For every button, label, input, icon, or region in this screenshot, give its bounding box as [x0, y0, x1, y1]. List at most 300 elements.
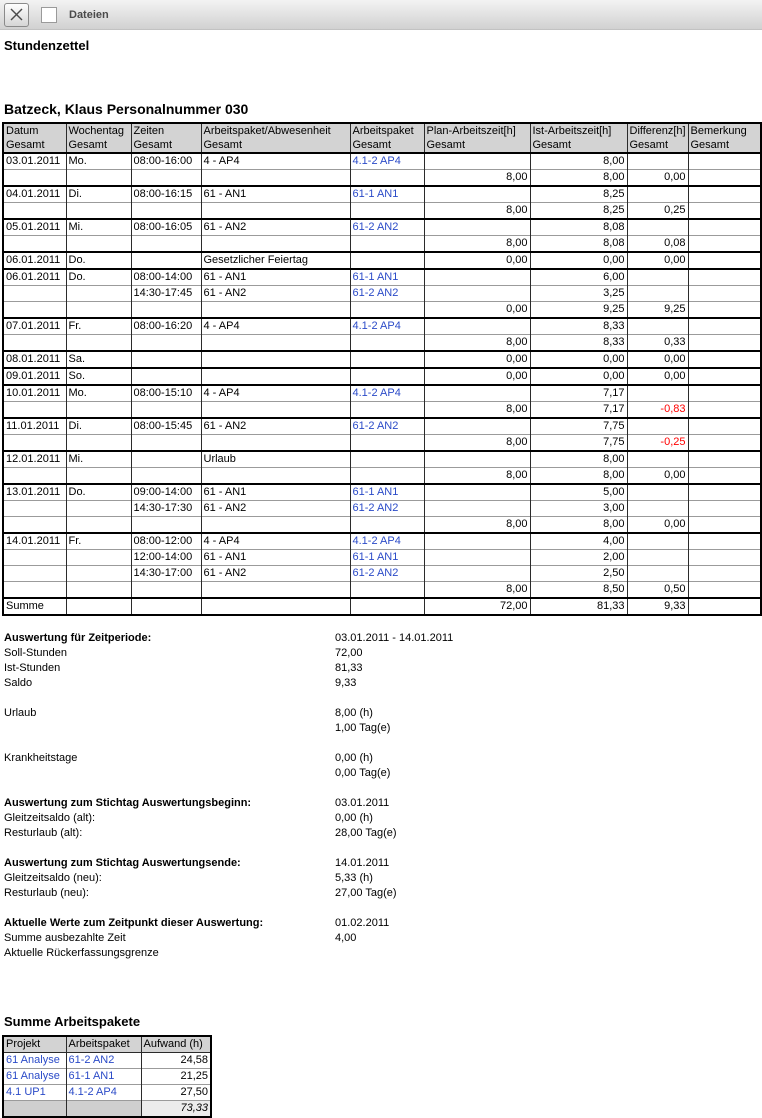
cell-wochentag: Do.: [66, 269, 131, 286]
table-row: [3, 385, 761, 402]
arbeitspaket-link[interactable]: 61-2 AN2: [68, 1054, 115, 1066]
cell-bemerkung: [688, 517, 761, 534]
cell-ist: 7,75: [530, 418, 627, 435]
cell-arbeitspaket: [350, 418, 424, 435]
summary-value: 28,00 Tag(e): [335, 827, 397, 839]
cell-abwesenheit: [201, 302, 350, 319]
table-row: [3, 533, 761, 550]
cell-differenz: 0,25: [627, 203, 688, 220]
cell-wochentag: [66, 501, 131, 517]
column-header-differenz-h-: [627, 123, 688, 153]
column-sublabel: Gesamt: [6, 139, 45, 151]
cell-datum: 06.01.2011: [3, 252, 66, 269]
cell-plan: [424, 219, 530, 236]
summary-line: [4, 646, 762, 661]
cell-differenz: [627, 501, 688, 517]
cell-differenz: [627, 451, 688, 468]
column-sublabel: Gesamt: [203, 139, 243, 151]
pkg-column-header-projekt: Projekt: [3, 1036, 66, 1053]
table-row: [3, 186, 761, 203]
cell-zeiten: 12:00-14:00: [131, 550, 201, 566]
summary-label: Gleitzeitsaldo (alt):: [4, 812, 96, 824]
cell-wochentag: [66, 468, 131, 485]
summary-value: 5,33 (h): [335, 872, 373, 884]
table-row: [3, 451, 761, 468]
cell-differenz: 9,25: [627, 302, 688, 319]
cell-abwesenheit: [201, 236, 350, 253]
summary-group: [4, 856, 762, 901]
package-row: [3, 1085, 211, 1101]
cell-plan: [424, 451, 530, 468]
cell-datum: 12.01.2011: [3, 451, 66, 468]
cell-arbeitspaket: [350, 368, 424, 385]
cell-aufwand-total: 73,33: [141, 1101, 211, 1118]
summary-line: [4, 856, 762, 871]
summary-group: [4, 751, 762, 781]
cell-zeiten: [131, 582, 201, 599]
arbeitspaket-link[interactable]: 4.1-2 AP4: [352, 535, 401, 547]
cell-arbeitspaket: [350, 484, 424, 501]
summary-line: [4, 631, 762, 646]
summary-line: [4, 721, 762, 736]
cell-ist: 8,08: [530, 236, 627, 253]
cell-zeiten: [131, 335, 201, 352]
cell-wochentag: Mo.: [66, 153, 131, 170]
cell-datum: 14.01.2011: [3, 533, 66, 550]
cell-wochentag: Mo.: [66, 385, 131, 402]
cell-zeiten: [131, 517, 201, 534]
table-row: [3, 550, 761, 566]
close-button[interactable]: [4, 3, 29, 27]
cell-wochentag: [66, 170, 131, 187]
summary-value: 1,00 Tag(e): [335, 722, 391, 734]
projekt-link[interactable]: 61 Analyse: [6, 1054, 60, 1066]
cell-wochentag: [66, 550, 131, 566]
cell-differenz: [627, 418, 688, 435]
cell-arbeitspaket: [350, 517, 424, 534]
arbeitspaket-link[interactable]: 4.1-2 AP4: [352, 155, 401, 167]
summary-value: 01.02.2011: [335, 917, 390, 929]
cell-abwesenheit: 4 - AP4: [201, 153, 350, 170]
cell-plan: [424, 550, 530, 566]
arbeitspaket-link[interactable]: 61-1 AN1: [352, 486, 399, 498]
packages-heading: Summe Arbeitspakete: [4, 1014, 141, 1029]
cell-zeiten: [131, 302, 201, 319]
table-row: [3, 435, 761, 452]
table-row: [3, 418, 761, 435]
cell-bemerkung: [688, 368, 761, 385]
cell-datum: [3, 286, 66, 302]
summary-value: 27,00 Tag(e): [335, 887, 397, 899]
column-header-plan-arbeitszeit-h-: [424, 123, 530, 153]
summary-value: 14.01.2011: [335, 857, 390, 869]
summary-group: [4, 706, 762, 736]
cell-datum: [3, 501, 66, 517]
cell-arbeitspaket: [350, 219, 424, 236]
summary-value: 03.01.2011 - 14.01.2011: [335, 632, 454, 644]
column-header-arbeitspaket: [350, 123, 424, 153]
cell-plan: 8,00: [424, 402, 530, 419]
cell-datum: [3, 582, 66, 599]
cell-wochentag: Fr.: [66, 533, 131, 550]
column-header-bemerkung: [688, 123, 761, 153]
cell-arbeitspaket: [350, 582, 424, 599]
cell-ist: 0,00: [530, 351, 627, 368]
table-row: [3, 286, 761, 302]
cell-wochentag: [66, 517, 131, 534]
cell-differenz: [627, 484, 688, 501]
cell-abwesenheit: 61 - AN2: [201, 286, 350, 302]
cell-ist: 8,00: [530, 170, 627, 187]
summary-label: Krankheitstage: [4, 752, 78, 764]
cell-zeiten: [131, 368, 201, 385]
package-row: [3, 1069, 211, 1085]
cell-ist: 8,33: [530, 335, 627, 352]
summary-label: Saldo: [4, 677, 33, 689]
cell-zeiten: 14:30-17:30: [131, 501, 201, 517]
cell-arbeitspaket: [350, 236, 424, 253]
cell-plan: 0,00: [424, 252, 530, 269]
cell-plan: [424, 501, 530, 517]
cell-bemerkung: [688, 170, 761, 187]
cell-bemerkung: [688, 203, 761, 220]
cell-abwesenheit: 61 - AN2: [201, 418, 350, 435]
table-row: [3, 402, 761, 419]
cell-zeiten: 08:00-15:10: [131, 385, 201, 402]
cell-plan: 8,00: [424, 203, 530, 220]
cell-zeiten: 08:00-16:05: [131, 219, 201, 236]
cell-abwesenheit: [201, 203, 350, 220]
cell-plan: [424, 318, 530, 335]
arbeitspaket-link[interactable]: 61-1 AN1: [68, 1070, 115, 1082]
cell-aufwand: 27,50: [141, 1085, 211, 1101]
timesheet-header-row: [3, 123, 761, 153]
cell-zeiten: [131, 236, 201, 253]
cell-datum: Summe: [3, 598, 66, 615]
cell-bemerkung: [688, 402, 761, 419]
cell-bemerkung: [688, 351, 761, 368]
cell-bemerkung: [688, 533, 761, 550]
summary-line: [4, 676, 762, 691]
cell-ist: 8,00: [530, 517, 627, 534]
table-row: [3, 335, 761, 352]
cell-datum: [3, 203, 66, 220]
pkg-column-header-arbeitspaket: Arbeitspaket: [66, 1036, 141, 1053]
summary-value: 0,00 (h): [335, 752, 373, 764]
dateien-checkbox[interactable]: [41, 7, 57, 23]
cell-wochentag: Mi.: [66, 219, 131, 236]
summary-value: 4,00: [335, 932, 357, 944]
summary-line: [4, 886, 762, 901]
summary-line: [4, 871, 762, 886]
summary-value: 0,00 (h): [335, 812, 373, 824]
cell-pkg-arbeitspaket: [66, 1053, 141, 1069]
cell-zeiten: 14:30-17:00: [131, 566, 201, 582]
pkg-column-header-aufwand-h-: Aufwand (h): [141, 1036, 211, 1053]
cell-bemerkung: [688, 269, 761, 286]
cell-datum: 08.01.2011: [3, 351, 66, 368]
cell-abwesenheit: [201, 368, 350, 385]
timesheet-table: [2, 122, 762, 616]
summary-label: Auswertung zum Stichtag Auswertungsbeginn:: [4, 797, 252, 809]
column-sublabel: Gesamt: [352, 139, 392, 151]
column-label: Arbeitspaket: [352, 125, 414, 137]
cell-datum: [3, 170, 66, 187]
table-row: [3, 318, 761, 335]
cell-zeiten: [131, 402, 201, 419]
cell-differenz: 0,00: [627, 368, 688, 385]
arbeitspaket-link[interactable]: 4.1-2 AP4: [352, 320, 401, 332]
cell-aufwand: 24,58: [141, 1053, 211, 1069]
cell-wochentag: Do.: [66, 252, 131, 269]
summary-label: [4, 766, 335, 781]
cell-plan: 0,00: [424, 351, 530, 368]
arbeitspaket-link[interactable]: 61-1 AN1: [352, 271, 399, 283]
summary-label: Gleitzeitsaldo (neu):: [4, 872, 102, 884]
arbeitspaket-link[interactable]: 61-2 AN2: [352, 502, 399, 514]
cell-plan: [424, 153, 530, 170]
cell-zeiten: [131, 203, 201, 220]
cell-ist: 6,00: [530, 269, 627, 286]
summary-value: 8,00 (h): [335, 707, 373, 719]
cell-abwesenheit: [201, 598, 350, 615]
cell-arbeitspaket: [350, 550, 424, 566]
arbeitspaket-link[interactable]: 61-1 AN1: [352, 188, 399, 200]
table-row: [3, 368, 761, 385]
summary-value: 03.01.2011: [335, 797, 390, 809]
cell-bemerkung: [688, 252, 761, 269]
table-row: [3, 269, 761, 286]
column-label: Plan-Arbeitszeit[h]: [426, 125, 516, 137]
cell-bemerkung: [688, 385, 761, 402]
cell-datum: [3, 435, 66, 452]
cell-wochentag: Di.: [66, 186, 131, 203]
cell-zeiten: 09:00-14:00: [131, 484, 201, 501]
cell-bemerkung: [688, 501, 761, 517]
packages-table: [2, 1035, 212, 1118]
cell-projekt: [3, 1085, 66, 1101]
column-label: Differenz[h]: [629, 125, 686, 137]
cell-bemerkung: [688, 236, 761, 253]
arbeitspaket-link[interactable]: 61-2 AN2: [352, 420, 399, 432]
cell-arbeitspaket: [350, 286, 424, 302]
arbeitspaket-link[interactable]: 61-2 AN2: [352, 287, 399, 299]
cell-abwesenheit: [201, 435, 350, 452]
table-row: [3, 153, 761, 170]
cell-ist: 2,00: [530, 550, 627, 566]
summary-line: [4, 706, 762, 721]
cell-bemerkung: [688, 418, 761, 435]
cell-wochentag: So.: [66, 368, 131, 385]
cell-arbeitspaket: [350, 203, 424, 220]
table-row: [3, 484, 761, 501]
arbeitspaket-link[interactable]: 4.1-2 AP4: [68, 1086, 117, 1098]
cell-differenz: 0,33: [627, 335, 688, 352]
cell-zeiten: 08:00-16:00: [131, 153, 201, 170]
summary-line: [4, 751, 762, 766]
cell-bemerkung: [688, 302, 761, 319]
cell-differenz: [627, 219, 688, 236]
cell-zeiten: 08:00-16:15: [131, 186, 201, 203]
summary-value: 72,00: [335, 647, 363, 659]
packages-header-row: [3, 1036, 211, 1053]
cell-ist: 0,00: [530, 368, 627, 385]
cell-differenz: [627, 186, 688, 203]
cell-plan: [424, 418, 530, 435]
summary-label: Soll-Stunden: [4, 647, 67, 659]
cell-wochentag: [66, 582, 131, 599]
arbeitspaket-link[interactable]: 4.1-2 AP4: [352, 387, 401, 399]
cell-plan: [424, 269, 530, 286]
cell-projekt: [3, 1053, 66, 1069]
column-header-datum: [3, 123, 66, 153]
cell-wochentag: [66, 236, 131, 253]
cell-differenz: 9,33: [627, 598, 688, 615]
cell-bemerkung: [688, 550, 761, 566]
close-icon: [10, 8, 23, 21]
cell-abwesenheit: 61 - AN2: [201, 566, 350, 582]
employee-header: Batzeck, Klaus Personalnummer 030: [4, 101, 249, 117]
cell-arbeitspaket: [350, 252, 424, 269]
summary-group: [4, 796, 762, 841]
summary-label: Summe ausbezahlte Zeit: [4, 932, 126, 944]
table-row: [3, 302, 761, 319]
cell-plan: 0,00: [424, 368, 530, 385]
summary-label: [4, 721, 335, 736]
cell-differenz: -0,83: [627, 402, 688, 419]
cell-arbeitspaket: [350, 269, 424, 286]
cell-datum: 05.01.2011: [3, 219, 66, 236]
cell-ist: 8,25: [530, 186, 627, 203]
cell-differenz: [627, 566, 688, 582]
summary-line: [4, 916, 762, 931]
cell-plan: [424, 286, 530, 302]
table-row: [3, 219, 761, 236]
cell-abwesenheit: 61 - AN1: [201, 269, 350, 286]
cell-aufwand: 21,25: [141, 1069, 211, 1085]
table-row: [3, 468, 761, 485]
page-title: Stundenzettel: [4, 38, 90, 53]
cell-ist: 7,17: [530, 385, 627, 402]
cell-abwesenheit: 4 - AP4: [201, 318, 350, 335]
column-label: Arbeitspaket/Abwesenheit: [203, 125, 331, 137]
cell-arbeitspaket: [350, 533, 424, 550]
cell-bemerkung: [688, 598, 761, 615]
cell-bemerkung: [688, 219, 761, 236]
arbeitspaket-link[interactable]: 61-2 AN2: [352, 221, 399, 233]
cell-pkg-arbeitspaket: [66, 1085, 141, 1101]
cell-ist: 2,50: [530, 566, 627, 582]
cell-abwesenheit: [201, 517, 350, 534]
projekt-link[interactable]: 61 Analyse: [6, 1070, 60, 1082]
cell-abwesenheit: 61 - AN1: [201, 186, 350, 203]
toolbar: [0, 0, 762, 30]
cell-abwesenheit: [201, 170, 350, 187]
summary-line: [4, 766, 762, 781]
cell-wochentag: [66, 335, 131, 352]
summary-line: [4, 661, 762, 676]
cell-wochentag: [66, 598, 131, 615]
column-label: Datum: [6, 125, 39, 137]
summary-value: 9,33: [335, 677, 357, 689]
cell-datum: 13.01.2011: [3, 484, 66, 501]
cell-bemerkung: [688, 186, 761, 203]
cell-zeiten: [131, 451, 201, 468]
cell-wochentag: Sa.: [66, 351, 131, 368]
cell-arbeitspaket: [350, 186, 424, 203]
column-header-arbeitspaket-abwesenheit: [201, 123, 350, 153]
summary-label: Urlaub: [4, 707, 37, 719]
cell-pkg-arbeitspaket: [66, 1069, 141, 1085]
arbeitspaket-link[interactable]: 61-1 AN1: [352, 551, 399, 563]
projekt-link[interactable]: 4.1 UP1: [6, 1086, 46, 1098]
summary-label: Aktuelle Werte zum Zeitpunkt dieser Auswertung:: [4, 917, 264, 929]
cell-ist: 8,25: [530, 203, 627, 220]
cell-differenz: [627, 385, 688, 402]
cell-datum: [3, 335, 66, 352]
cell-ist: 5,00: [530, 484, 627, 501]
cell-plan: 0,00: [424, 302, 530, 319]
cell-bemerkung: [688, 582, 761, 599]
table-row: [3, 236, 761, 253]
cell-abwesenheit: [201, 402, 350, 419]
cell-zeiten: [131, 468, 201, 485]
cell-abwesenheit: [201, 351, 350, 368]
cell-abwesenheit: 61 - AN2: [201, 219, 350, 236]
arbeitspaket-link[interactable]: 61-2 AN2: [352, 567, 399, 579]
summary-label: Auswertung zum Stichtag Auswertungsende:: [4, 857, 241, 869]
cell-plan: [424, 385, 530, 402]
dateien-label: Dateien: [69, 8, 109, 21]
column-label: Wochentag: [68, 125, 124, 137]
cell-ist: 9,25: [530, 302, 627, 319]
cell-datum: [3, 468, 66, 485]
cell-wochentag: [66, 435, 131, 452]
cell-arbeitspaket: [350, 351, 424, 368]
cell-differenz: [627, 286, 688, 302]
cell-differenz: [627, 533, 688, 550]
cell-wochentag: [66, 302, 131, 319]
column-sublabel: Gesamt: [426, 139, 466, 151]
table-row: [3, 598, 761, 615]
cell-ist: 8,00: [530, 153, 627, 170]
cell-arbeitspaket: [350, 170, 424, 187]
cell-datum: 09.01.2011: [3, 368, 66, 385]
summary-line: [4, 946, 762, 961]
cell-datum: 10.01.2011: [3, 385, 66, 402]
column-header-ist-arbeitszeit-h-: [530, 123, 627, 153]
cell-zeiten: [131, 252, 201, 269]
cell-arbeitspaket: [350, 501, 424, 517]
cell-ist: 7,75: [530, 435, 627, 452]
table-row: [3, 582, 761, 599]
cell-arbeitspaket: [350, 302, 424, 319]
summary-line: [4, 931, 762, 946]
cell-differenz: -0,25: [627, 435, 688, 452]
cell-wochentag: Di.: [66, 418, 131, 435]
cell-arbeitspaket: [350, 566, 424, 582]
cell-zeiten: 08:00-12:00: [131, 533, 201, 550]
cell-bemerkung: [688, 484, 761, 501]
summary-label: Ist-Stunden: [4, 662, 61, 674]
cell-abwesenheit: 61 - AN2: [201, 501, 350, 517]
cell-bemerkung: [688, 153, 761, 170]
cell-ist: 8,00: [530, 451, 627, 468]
summary-line: [4, 796, 762, 811]
cell-ist: 3,25: [530, 286, 627, 302]
cell-differenz: 0,50: [627, 582, 688, 599]
cell-arbeitspaket: [350, 318, 424, 335]
